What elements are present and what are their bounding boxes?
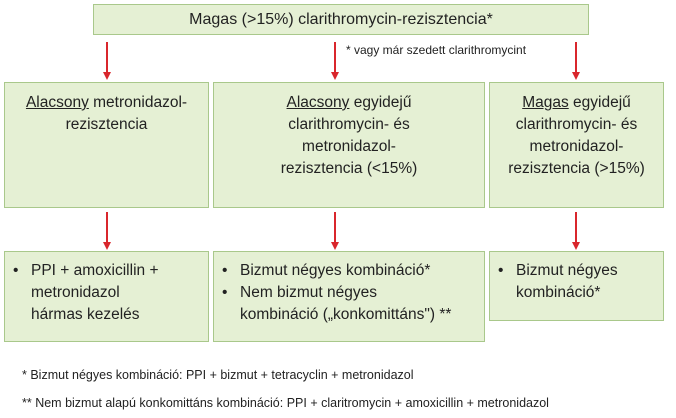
mid-box-3-underlined: Magas: [522, 94, 569, 111]
bottom-box-2-item-2: • Nem bizmut négyes kombináció („konkomittáns") **: [218, 282, 480, 326]
mid-box-2-line3: metronidazol-: [302, 138, 396, 155]
footnote-2: ** Nem bizmut alapú konkomittáns kombináció: PPI + claritromycin + amoxicillin + metronidazol: [22, 396, 549, 410]
bottom-box-3-item-1: • Bizmut négyes kombináció*: [494, 260, 659, 304]
bottom-box-2-item-1: • Bizmut négyes kombináció*: [218, 260, 480, 282]
mid-box-high-combined: [489, 82, 664, 208]
mid-box-2-line2: clarithromycin- és: [288, 116, 410, 133]
mid-box-3-line4: rezisztencia (>15%): [508, 160, 645, 177]
footnote-1: * Bizmut négyes kombináció: PPI + bizmut + tetracyclin + metronidazol: [22, 368, 414, 382]
mid-box-1-line2: rezisztencia: [65, 116, 148, 133]
top-note: * vagy már szedett clarithromycint: [346, 43, 527, 57]
top-box: [93, 4, 589, 35]
mid-box-1-line1: metronidazol-: [88, 94, 188, 111]
mid-box-low-combined: [213, 82, 485, 208]
mid-box-1-underlined: Alacsony: [25, 94, 89, 111]
bottom-box-bismuth: [489, 251, 664, 321]
mid-box-3-line3: metronidazol-: [529, 138, 624, 155]
bottom-box-triple-therapy: [4, 251, 209, 342]
bottom-box-quadruple: [213, 251, 485, 342]
mid-box-2-line4: rezisztencia (<15%): [280, 160, 418, 177]
top-box-text: Magas (>15%) clarithromycin-rezisztencia*: [189, 11, 493, 28]
mid-box-low-metronidazole: [4, 82, 209, 208]
mid-box-3-line1: egyidejű: [568, 94, 631, 111]
mid-box-2-line1: egyidejű: [349, 94, 412, 111]
mid-box-2-underlined: Alacsony: [286, 94, 350, 111]
mid-box-3-line2: clarithromycin- és: [515, 116, 638, 133]
bottom-box-1-item-1: • PPI + amoxicillin + metronidazol hármas kezelés: [9, 260, 202, 326]
